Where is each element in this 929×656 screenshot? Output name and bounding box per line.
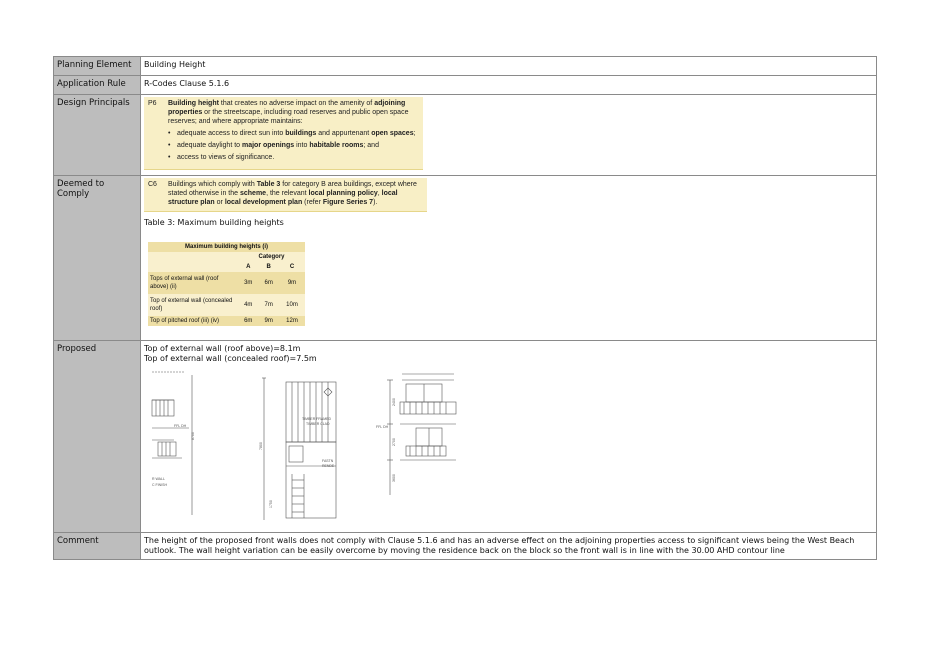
elevation-drawing-3	[376, 374, 456, 495]
drawing-label: 3600	[392, 474, 396, 482]
heights-col-a: A	[246, 264, 251, 270]
drawing-label: C FINISH	[152, 483, 167, 487]
drawing-label: 7800	[259, 442, 263, 450]
value-planning-element: Building Height	[141, 57, 877, 76]
principle-bullet: • access to views of significance.	[168, 154, 275, 161]
proposed-line-1: Top of external wall (roof above)=8.1m	[144, 344, 301, 353]
drawing-label: 8700	[191, 432, 195, 440]
heights-cell: 4m	[244, 302, 253, 308]
heights-table-category: Category	[258, 254, 285, 260]
drawing-label: FASTN	[322, 459, 334, 463]
elevation-drawings	[144, 370, 464, 520]
label-deemed-to-comply: Deemed to Comply	[54, 176, 141, 341]
label-comment: Comment	[54, 533, 141, 560]
row-design-principals	[54, 95, 877, 176]
heights-row-label: Top of pitched roof (iii) (iv)	[150, 318, 220, 324]
row-deemed-to-comply	[54, 176, 877, 341]
principle-bullet: • adequate daylight to major openings into habitable rooms; and	[168, 142, 379, 149]
label-application-rule: Application Rule	[54, 76, 141, 95]
design-principal-p6-box	[144, 97, 423, 170]
comment-text: The height of the proposed front walls does not comply with Clause 5.1.6 and has an adverse effect on the adjoining properties access to significant views being the West Beach outlook. The wall height variation can be easily overcome by moving the residence back on the block so the front wall is in line with the 30.00 AHD contour line	[141, 533, 877, 560]
principle-text: Building height that creates no adverse impact on the amenity of adjoining properties or the streetscape, including road reserves and public open space reserves; and where appropriate maintains:	[168, 100, 409, 125]
heights-cell: 9m	[287, 280, 297, 286]
heights-col-b: B	[266, 264, 271, 270]
elevation-drawing-1	[152, 372, 195, 515]
drawing-label: FFL DH	[376, 425, 389, 429]
drawing-label: FFL DH	[174, 424, 187, 428]
heights-row-label: Top of external wall (concealed roof)	[150, 298, 233, 312]
planning-assessment-table	[53, 56, 877, 560]
label-design-principals: Design Principals	[54, 95, 141, 176]
value-application-rule: R-Codes Clause 5.1.6	[141, 76, 877, 95]
heights-cell: 12m	[286, 318, 298, 324]
maximum-heights-table	[148, 242, 305, 326]
heights-cell: 10m	[286, 302, 298, 308]
heights-row-label: Tops of external wall (roof above) (ii)	[150, 276, 219, 290]
drawing-label: TIMBER FRAMED	[302, 417, 331, 421]
drawing-label: RENDE	[322, 464, 335, 468]
drawing-label: 1750	[269, 500, 273, 508]
heights-cell: 9m	[264, 318, 273, 324]
row-application-rule	[54, 76, 877, 95]
heights-cell: 3m	[244, 280, 253, 286]
heights-cell: 7m	[264, 302, 273, 308]
drawing-label: 2700	[392, 438, 396, 446]
principle-code: P6	[148, 100, 157, 107]
criteria-code: C6	[148, 181, 157, 188]
row-comment	[54, 533, 877, 560]
heights-cell: 6m	[264, 280, 273, 286]
proposed-line-2: Top of external wall (concealed roof)=7.5m	[144, 354, 317, 363]
table-caption: Table 3: Maximum building heights	[144, 218, 284, 227]
deemed-to-comply-c6-box	[144, 178, 427, 212]
label-proposed: Proposed	[54, 341, 141, 533]
heights-col-c: C	[289, 264, 295, 270]
label-planning-element: Planning Element	[54, 57, 141, 76]
drawing-label: 2400	[392, 398, 396, 406]
drawing-label: R WALL	[152, 477, 165, 481]
drawing-label: TIMBER CLAD	[306, 422, 330, 426]
row-planning-element	[54, 57, 877, 76]
elevation-drawing-2	[259, 378, 336, 520]
heights-table-title: Maximum building heights (i)	[185, 244, 268, 250]
criteria-text: Buildings which comply with Table 3 for category B area buildings, except where stated otherwise in the scheme, the relevant local planning policy, local structure plan or local development plan (refer Figure Series 7).	[168, 181, 417, 206]
row-proposed	[54, 341, 877, 533]
heights-cell: 6m	[244, 318, 253, 324]
principle-bullet: • adequate access to direct sun into buildings and appurtenant open spaces;	[168, 130, 416, 137]
